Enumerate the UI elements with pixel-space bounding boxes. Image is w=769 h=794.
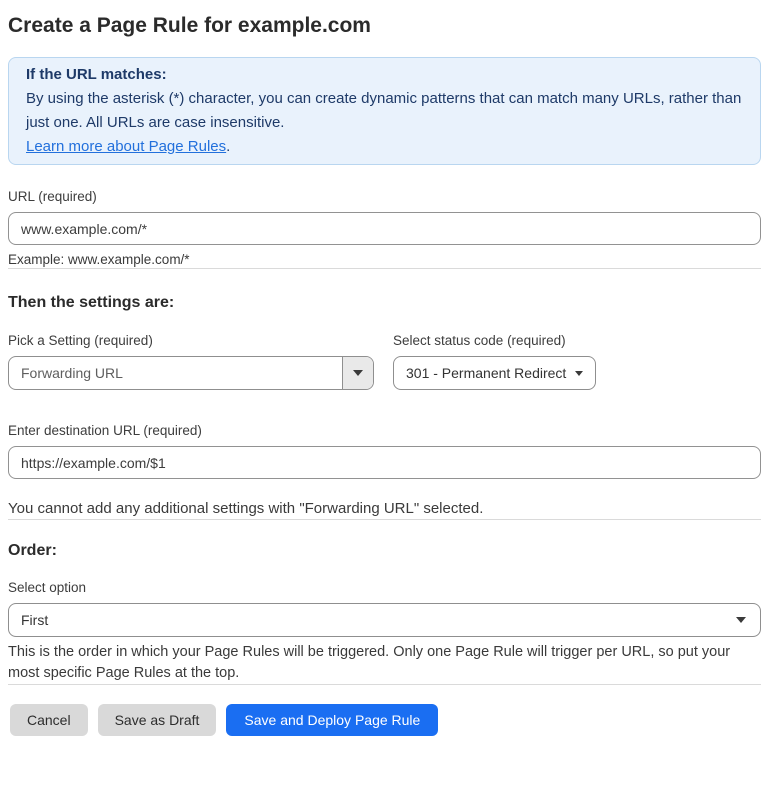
destination-url-input[interactable] bbox=[8, 446, 761, 479]
form-actions bbox=[8, 704, 761, 736]
url-field-group bbox=[8, 189, 761, 268]
info-box-link-row bbox=[26, 135, 743, 159]
order-section-heading: Order: bbox=[8, 542, 57, 559]
order-select[interactable] bbox=[8, 603, 761, 637]
status-code-label: Select status code (required) bbox=[393, 333, 566, 348]
status-code-group bbox=[393, 333, 596, 390]
pick-setting-label: Pick a Setting (required) bbox=[8, 333, 153, 348]
order-select-value: First bbox=[21, 612, 49, 628]
divider bbox=[8, 519, 761, 520]
chevron-down-icon bbox=[575, 371, 583, 376]
divider bbox=[8, 684, 761, 685]
save-and-deploy-button[interactable]: Save and Deploy Page Rule bbox=[226, 704, 438, 736]
chevron-down-icon bbox=[736, 617, 746, 623]
forwarding-url-note: You cannot add any additional settings with "Forwarding URL" selected. bbox=[8, 500, 484, 517]
destination-url-label: Enter destination URL (required) bbox=[8, 423, 202, 438]
info-box-body: By using the asterisk (*) character, you can create dynamic patterns that can match many URLs, rather than just one. All URLs are case insensitive. bbox=[26, 90, 742, 131]
create-page-rule-panel bbox=[0, 12, 769, 736]
settings-row bbox=[8, 333, 761, 390]
status-code-value: 301 - Permanent Redirect bbox=[406, 365, 567, 381]
learn-more-page-rules-link[interactable]: Learn more about Page Rules bbox=[26, 138, 227, 155]
chevron-down-icon[interactable] bbox=[342, 357, 373, 389]
url-example-helper: Example: www.example.com/* bbox=[8, 252, 190, 267]
url-label: URL (required) bbox=[8, 189, 97, 204]
divider bbox=[8, 268, 761, 269]
info-box-heading: If the URL matches: bbox=[26, 66, 167, 83]
destination-url-group bbox=[8, 423, 761, 479]
pick-setting-select[interactable] bbox=[8, 356, 374, 390]
page-title: Create a Page Rule for example.com bbox=[8, 14, 371, 37]
order-helper-text: This is the order in which your Page Rules will be triggered. Only one Page Rule will trigger per URL, so put your most specific Page Rules at the top. bbox=[8, 644, 731, 681]
status-code-select[interactable] bbox=[393, 356, 596, 390]
url-match-info-box bbox=[8, 57, 761, 165]
pick-setting-value: Forwarding URL bbox=[21, 365, 123, 381]
pick-setting-group bbox=[8, 333, 374, 390]
info-link-period: . bbox=[226, 138, 231, 155]
cancel-button[interactable]: Cancel bbox=[10, 704, 88, 736]
chevron-down-icon bbox=[353, 370, 363, 376]
settings-section-heading: Then the settings are: bbox=[8, 294, 175, 311]
order-select-label: Select option bbox=[8, 580, 87, 595]
url-input[interactable] bbox=[8, 212, 761, 245]
save-as-draft-button[interactable]: Save as Draft bbox=[98, 704, 217, 736]
